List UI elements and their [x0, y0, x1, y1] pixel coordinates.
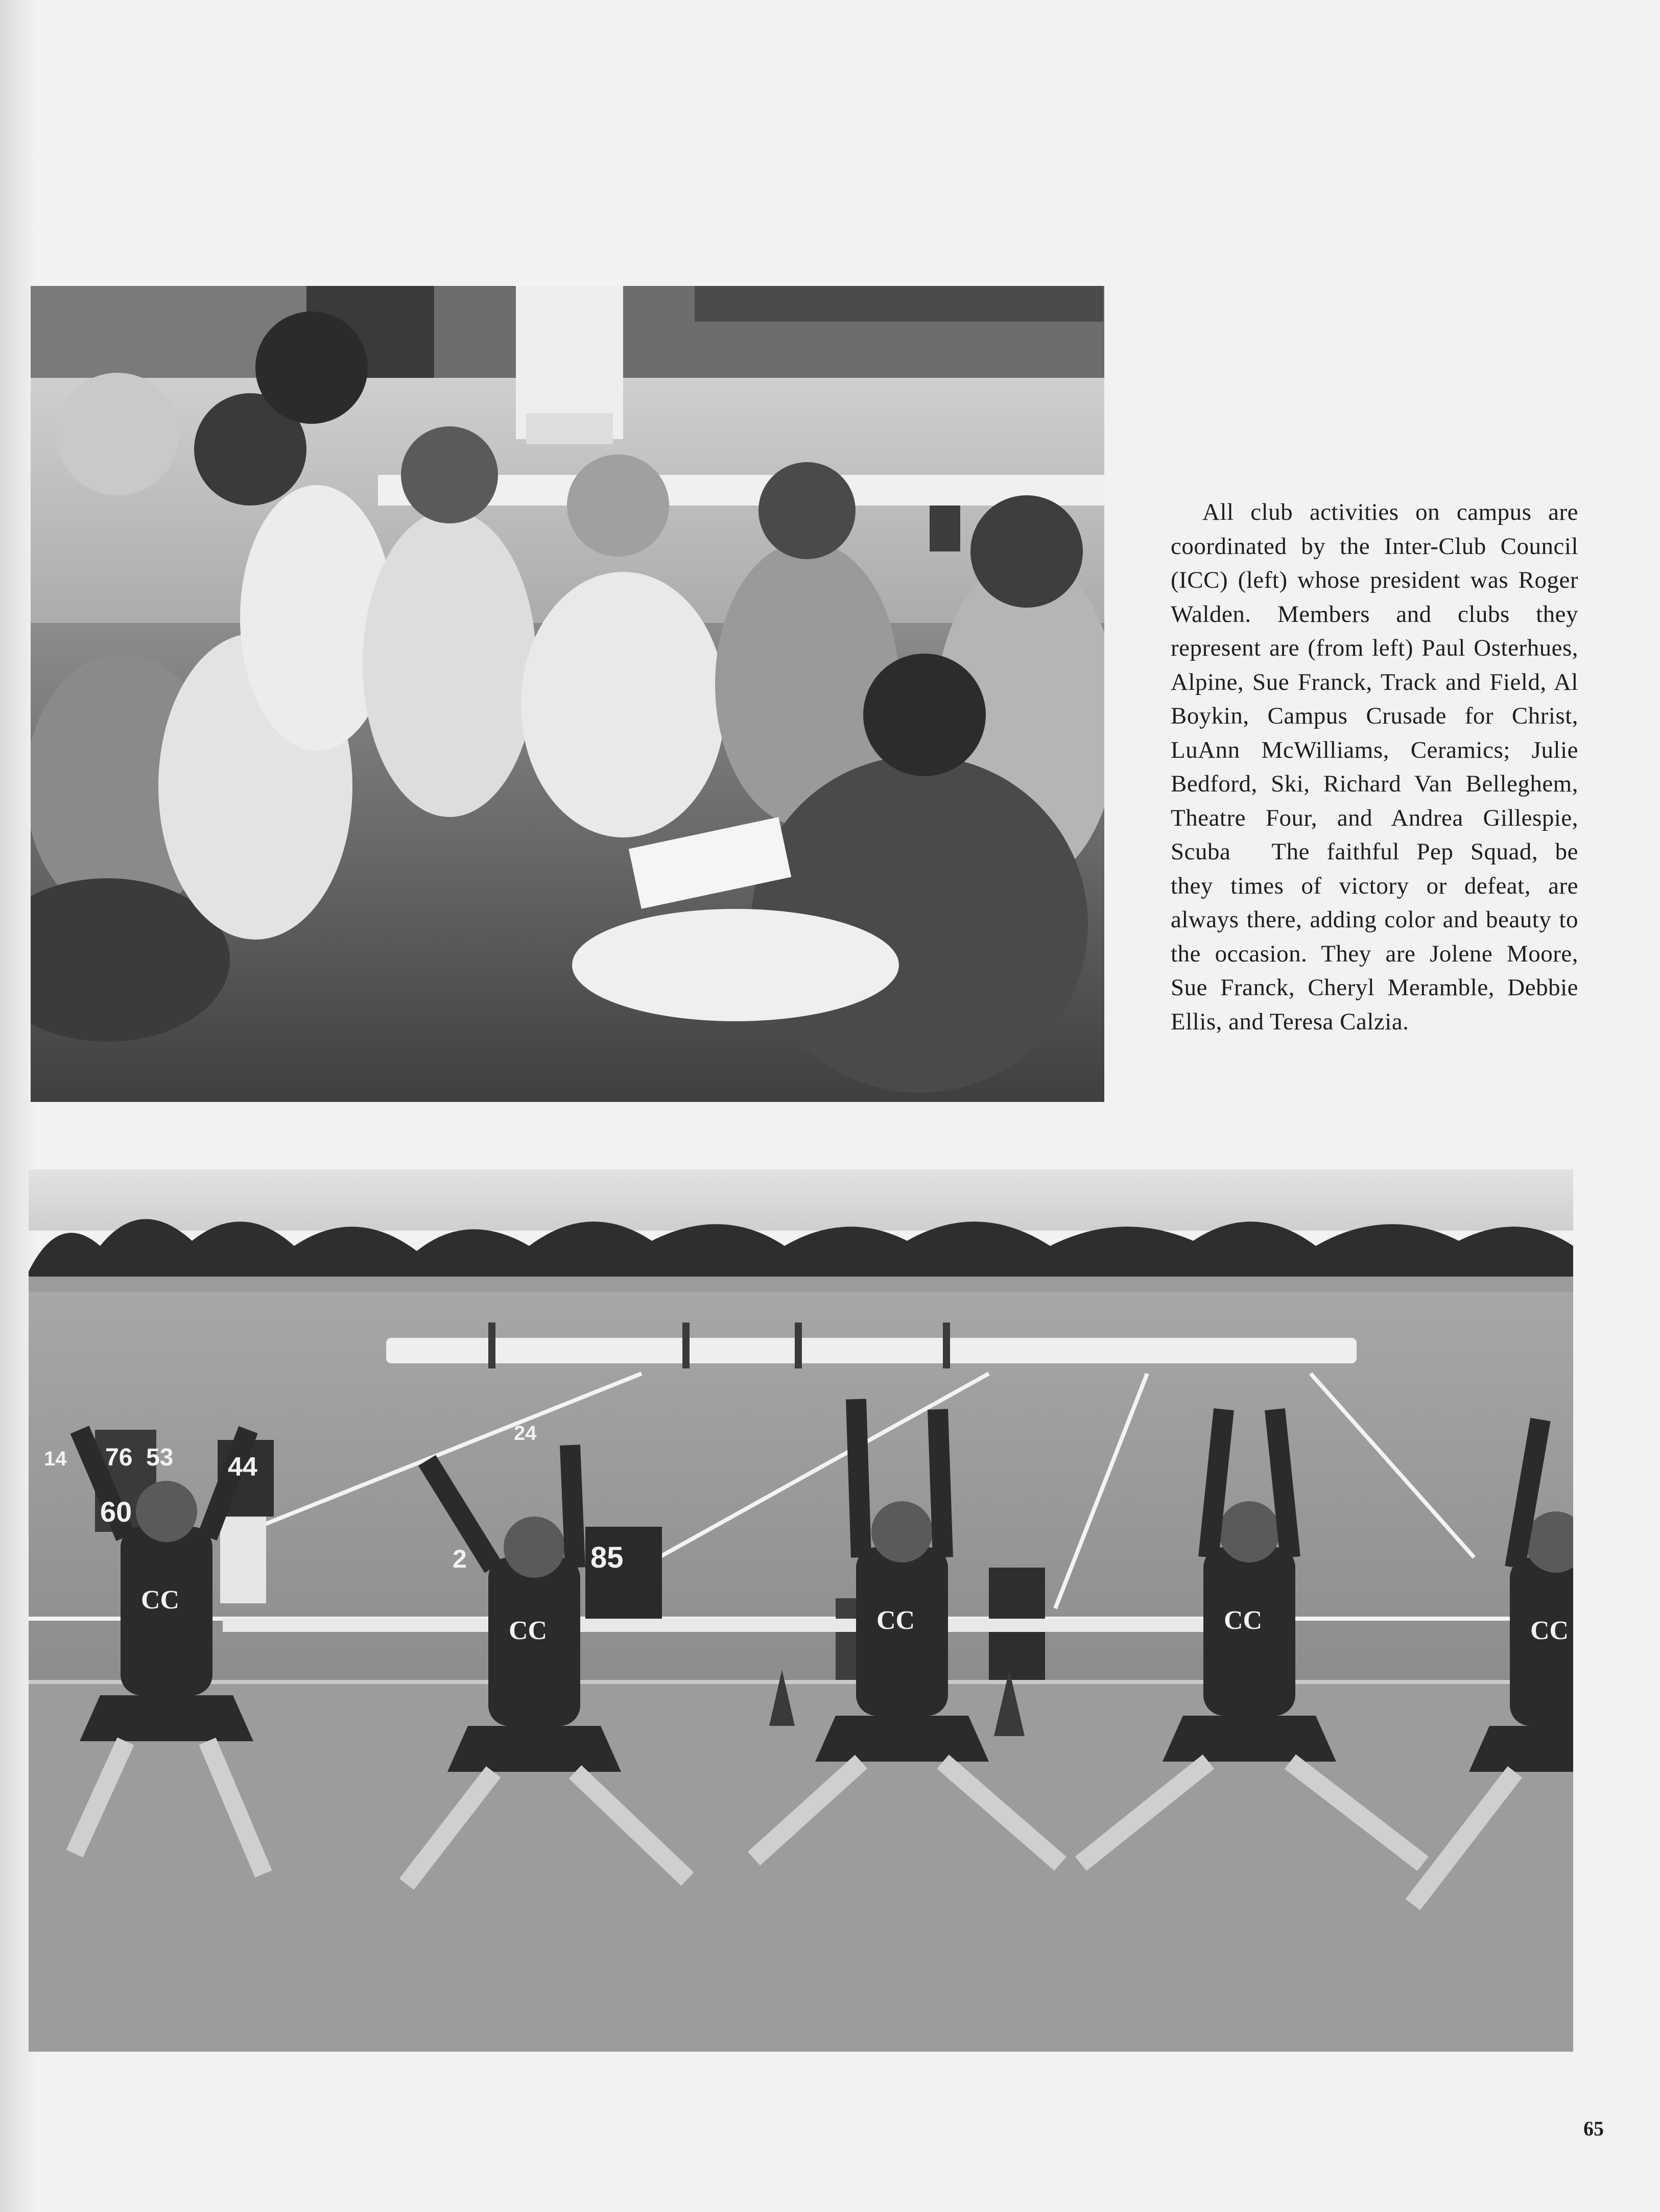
jersey-number: 53 — [146, 1444, 174, 1471]
uniform-monogram: CC — [876, 1606, 915, 1635]
jersey-number: 76 — [105, 1444, 133, 1471]
jersey-number: 85 — [590, 1541, 624, 1574]
jersey-number: 60 — [100, 1496, 132, 1528]
uniform-monogram: CC — [509, 1616, 548, 1645]
pep-squad-photo-illustration — [29, 1169, 1573, 2052]
photo-icc-members — [31, 286, 1104, 1102]
page-number: 65 — [1583, 2117, 1604, 2140]
uniform-monogram: CC — [1530, 1616, 1569, 1645]
uniform-monogram: CC — [141, 1585, 180, 1615]
jersey-number: 44 — [228, 1452, 257, 1482]
jersey-number: 2 — [453, 1545, 467, 1573]
icc-photo-illustration — [31, 286, 1104, 1102]
jersey-number: 24 — [514, 1422, 537, 1445]
photo-pep-squad — [29, 1169, 1573, 2052]
caption-pep-squad-text: The faithful Pep Squad, be they times of victory or defeat, are always there, adding color and beauty to the occasion. They are Jolene Moore, Sue Franck, Cheryl Meramble, Debbie Ellis, and Teresa Calzia. — [1171, 838, 1578, 1035]
photo-caption — [1171, 495, 1578, 1039]
caption-icc-text: All club activities on campus are coordinated by the Inter-Club Council (ICC) (left) whose president was Roger Walden. Members and clubs they represent are (from left) Paul Osterhues, Alpine, Sue Franck, Track and Field, Al Boykin, Campus Crusade for Christ, LuAnn McWilliams, Ceramics; Julie Bedford, Ski, Richard Van Belleghem, Theatre Four, and Andrea Gillespie, Scuba — [1171, 499, 1578, 865]
uniform-monogram: CC — [1224, 1606, 1263, 1635]
jersey-number: 14 — [44, 1448, 67, 1470]
